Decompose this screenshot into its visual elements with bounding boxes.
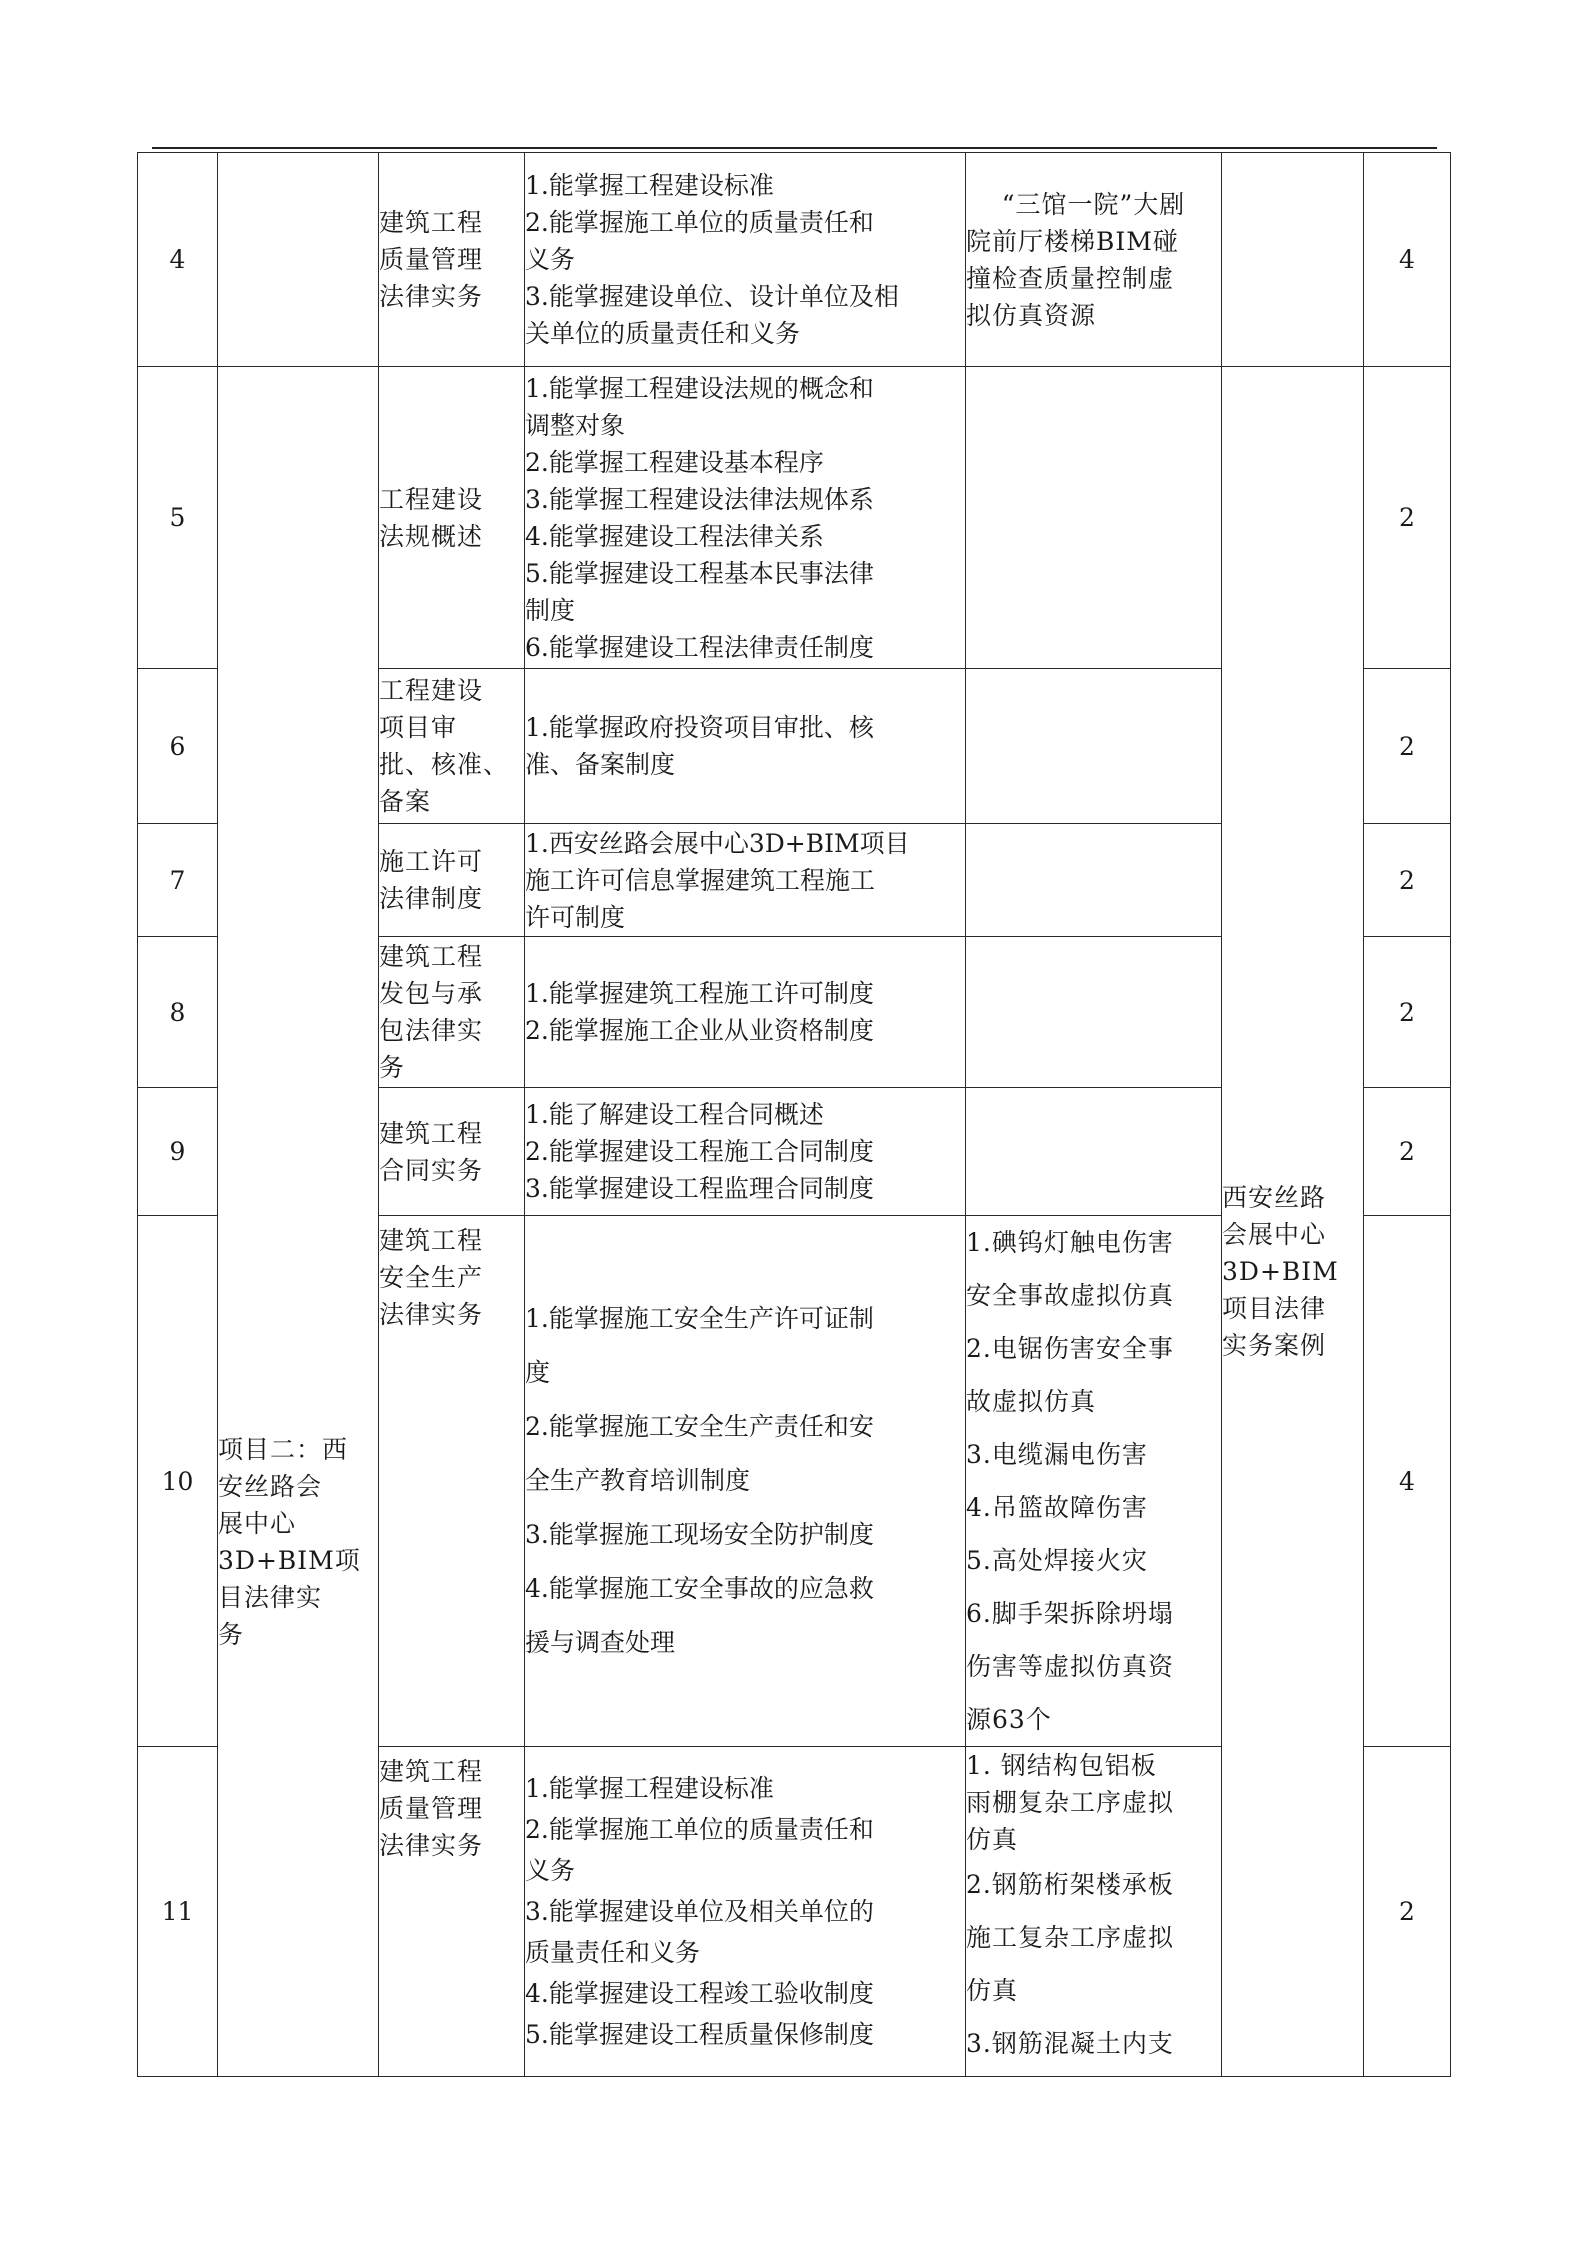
topic-cell: 建筑工程 质量管理 法律实务 bbox=[379, 1747, 525, 2077]
row-number: 4 bbox=[138, 153, 218, 367]
simulation-cell-empty bbox=[966, 824, 1222, 937]
content-cell: 1.能掌握工程建设标准 2.能掌握施工单位的质量责任和 义务 3.能掌握建设单位及相关单位的 质量责任和义务 4.能掌握建设工程竣工验收制度 5.能掌握建设工程质量保修制度 bbox=[525, 1747, 966, 2077]
hours-cell: 2 bbox=[1364, 824, 1451, 937]
topic-cell: 建筑工程 安全生产 法律实务 bbox=[379, 1216, 525, 1747]
simulation-cell-empty bbox=[966, 1088, 1222, 1216]
project-cell: 项目二：西 安丝路会 展中心 3D+BIM项 目法律实 务 bbox=[218, 367, 379, 2077]
case-cell-empty bbox=[1222, 153, 1364, 367]
hours-cell: 2 bbox=[1364, 937, 1451, 1088]
hours-cell: 2 bbox=[1364, 1088, 1451, 1216]
simulation-cell: “三馆一院”大剧 院前厅楼梯BIM碰 撞检查质量控制虚 拟仿真资源 bbox=[966, 153, 1222, 367]
content-cell: 1.能了解建设工程合同概述 2.能掌握建设工程施工合同制度 3.能掌握建设工程监理合同制度 bbox=[525, 1088, 966, 1216]
hours-cell: 2 bbox=[1364, 367, 1451, 669]
row-number: 5 bbox=[138, 367, 218, 669]
topic-cell: 施工许可 法律制度 bbox=[379, 824, 525, 937]
simulation-cell-empty bbox=[966, 367, 1222, 669]
content-cell: 1.西安丝路会展中心3D+BIM项目 施工许可信息掌握建筑工程施工 许可制度 bbox=[525, 824, 966, 937]
hours-cell: 2 bbox=[1364, 1747, 1451, 2077]
case-cell: 西安丝路 会展中心 3D+BIM 项目法律 实务案例 bbox=[1222, 367, 1364, 2077]
topic-cell: 建筑工程 质量管理 法律实务 bbox=[379, 153, 525, 367]
simulation-cell-empty bbox=[966, 937, 1222, 1088]
content-cell: 1.能掌握工程建设标准 2.能掌握施工单位的质量责任和 义务 3.能掌握建设单位、设计单位及相 关单位的质量责任和义务 bbox=[525, 153, 966, 367]
content-cell: 1.能掌握工程建设法规的概念和 调整对象 2.能掌握工程建设基本程序 3.能掌握工程建设法律法规体系 4.能掌握建设工程法律关系 5.能掌握建设工程基本民事法律 制度 6.能掌握建设工程法律责任制度 bbox=[525, 367, 966, 669]
hours-cell: 4 bbox=[1364, 153, 1451, 367]
content-cell: 1.能掌握施工安全生产许可证制 度 2.能掌握施工安全生产责任和安 全生产教育培训制度 3.能掌握施工现场安全防护制度 4.能掌握施工安全事故的应急救 援与调查处理 bbox=[525, 1216, 966, 1747]
topic-cell: 建筑工程 合同实务 bbox=[379, 1088, 525, 1216]
content-cell: 1.能掌握建筑工程施工许可制度 2.能掌握施工企业从业资格制度 bbox=[525, 937, 966, 1088]
content-cell: 1.能掌握政府投资项目审批、核 准、备案制度 bbox=[525, 669, 966, 824]
table-row bbox=[138, 153, 1451, 367]
topic-cell: 工程建设 项目审 批、核准、 备案 bbox=[379, 669, 525, 824]
row-number: 9 bbox=[138, 1088, 218, 1216]
row-number: 11 bbox=[138, 1747, 218, 2077]
hours-cell: 4 bbox=[1364, 1216, 1451, 1747]
row-number: 6 bbox=[138, 669, 218, 824]
row-number: 8 bbox=[138, 937, 218, 1088]
topic-cell: 工程建设 法规概述 bbox=[379, 367, 525, 669]
hours-cell: 2 bbox=[1364, 669, 1451, 824]
course-table bbox=[137, 152, 1451, 2077]
project-cell-empty bbox=[218, 153, 379, 367]
topic-cell: 建筑工程 发包与承 包法律实 务 bbox=[379, 937, 525, 1088]
row-number: 7 bbox=[138, 824, 218, 937]
row-number: 10 bbox=[138, 1216, 218, 1747]
simulation-cell: 1.碘钨灯触电伤害 安全事故虚拟仿真 2.电锯伤害安全事 故虚拟仿真 3.电缆漏电伤害 4.吊篮故障伤害 5.高处焊接火灾 6.脚手架拆除坍塌 伤害等虚拟仿真资 源63个 bbox=[966, 1216, 1222, 1747]
simulation-cell: 1. 钢结构包铝板 雨棚复杂工序虚拟 仿真 2.钢筋桁架楼承板 施工复杂工序虚拟 仿真 3.钢筋混凝土内支 bbox=[966, 1747, 1222, 2077]
table-row bbox=[138, 367, 1451, 669]
header-rule bbox=[152, 147, 1437, 149]
simulation-cell-empty bbox=[966, 669, 1222, 824]
